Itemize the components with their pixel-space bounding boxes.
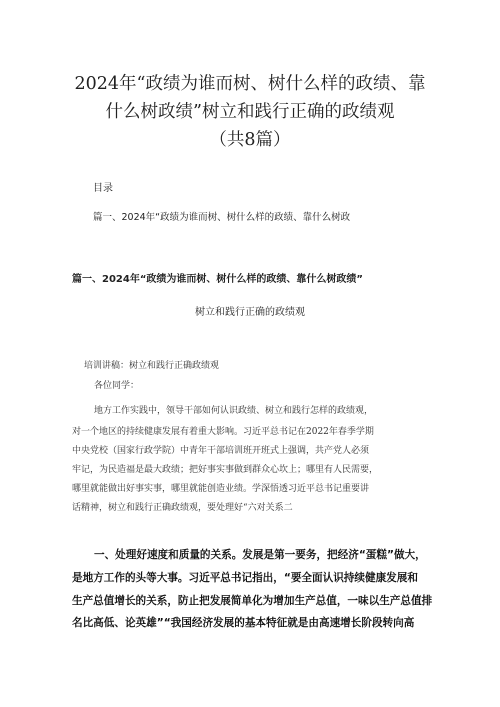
speech-paragraph-line: 哪里就能做出好事实事，哪里就能创造业绩。学深悟透习近平总书记重要讲 (72, 484, 370, 494)
document-title (40, 70, 460, 154)
toc-heading: 目录 (93, 183, 113, 194)
title-article-count: （共8篇） (209, 130, 291, 150)
body-line: 名比高低、论英雄”“我国经济发展的基本特征就是由高速增长阶段转向高 (72, 617, 415, 630)
speech-paragraph-line: 话精神，树立和践行正确政绩观，要处理好“六对关系二 (72, 503, 293, 513)
toc-item-1[interactable]: 篇一、2024年“政绩为谁而树、树什么样的政绩、靠什么树政 (93, 212, 351, 223)
speech-paragraph-line: 对一个地区的持续健康发展有着重大影响。习近平总书记在2022年春季学期 (72, 427, 374, 437)
section-heading: 篇一、2024年“政绩为谁而树、树什么样的政绩、靠什么树政绩” (72, 274, 363, 285)
speech-title-line: 培训讲稿：树立和践行正确政绩观 (84, 361, 220, 371)
speech-paragraph-line: 中央党校（国家行政学院）中青年干部培训班开班式上强调，共产党人必须 (72, 446, 370, 456)
speech-salutation: 各位同学： (94, 381, 140, 391)
body-line: 是地方工作的头等大事。习近平总书记指出，“要全面认识持续健康发展和 (72, 571, 418, 584)
title-line-1: 2024年“政绩为谁而树、树什么样的政绩、靠 (74, 74, 426, 94)
speech-paragraph-line: 牢记，为民造福是最大政绩；把好事实事做到群众心坎上；哪里有人民需要， (72, 465, 379, 475)
bold-body-paragraph (72, 544, 444, 635)
section-subheading: 树立和践行正确的政绩观 (195, 307, 305, 318)
title-line-2: 什么树政绩”树立和践行正确的政绩观 (105, 102, 395, 122)
body-line: 一、处理好速度和质量的关系。发展是第一要务，把经济“蛋糕”做大， (94, 549, 426, 561)
body-line: 生产总值增长的关系，防止把发展简单化为增加生产总值，一味以生产总值排 (72, 594, 433, 607)
speech-paragraph-line: 地方工作实践中，领导干部如何认识政绩、树立和践行怎样的政绩观， (94, 406, 374, 416)
